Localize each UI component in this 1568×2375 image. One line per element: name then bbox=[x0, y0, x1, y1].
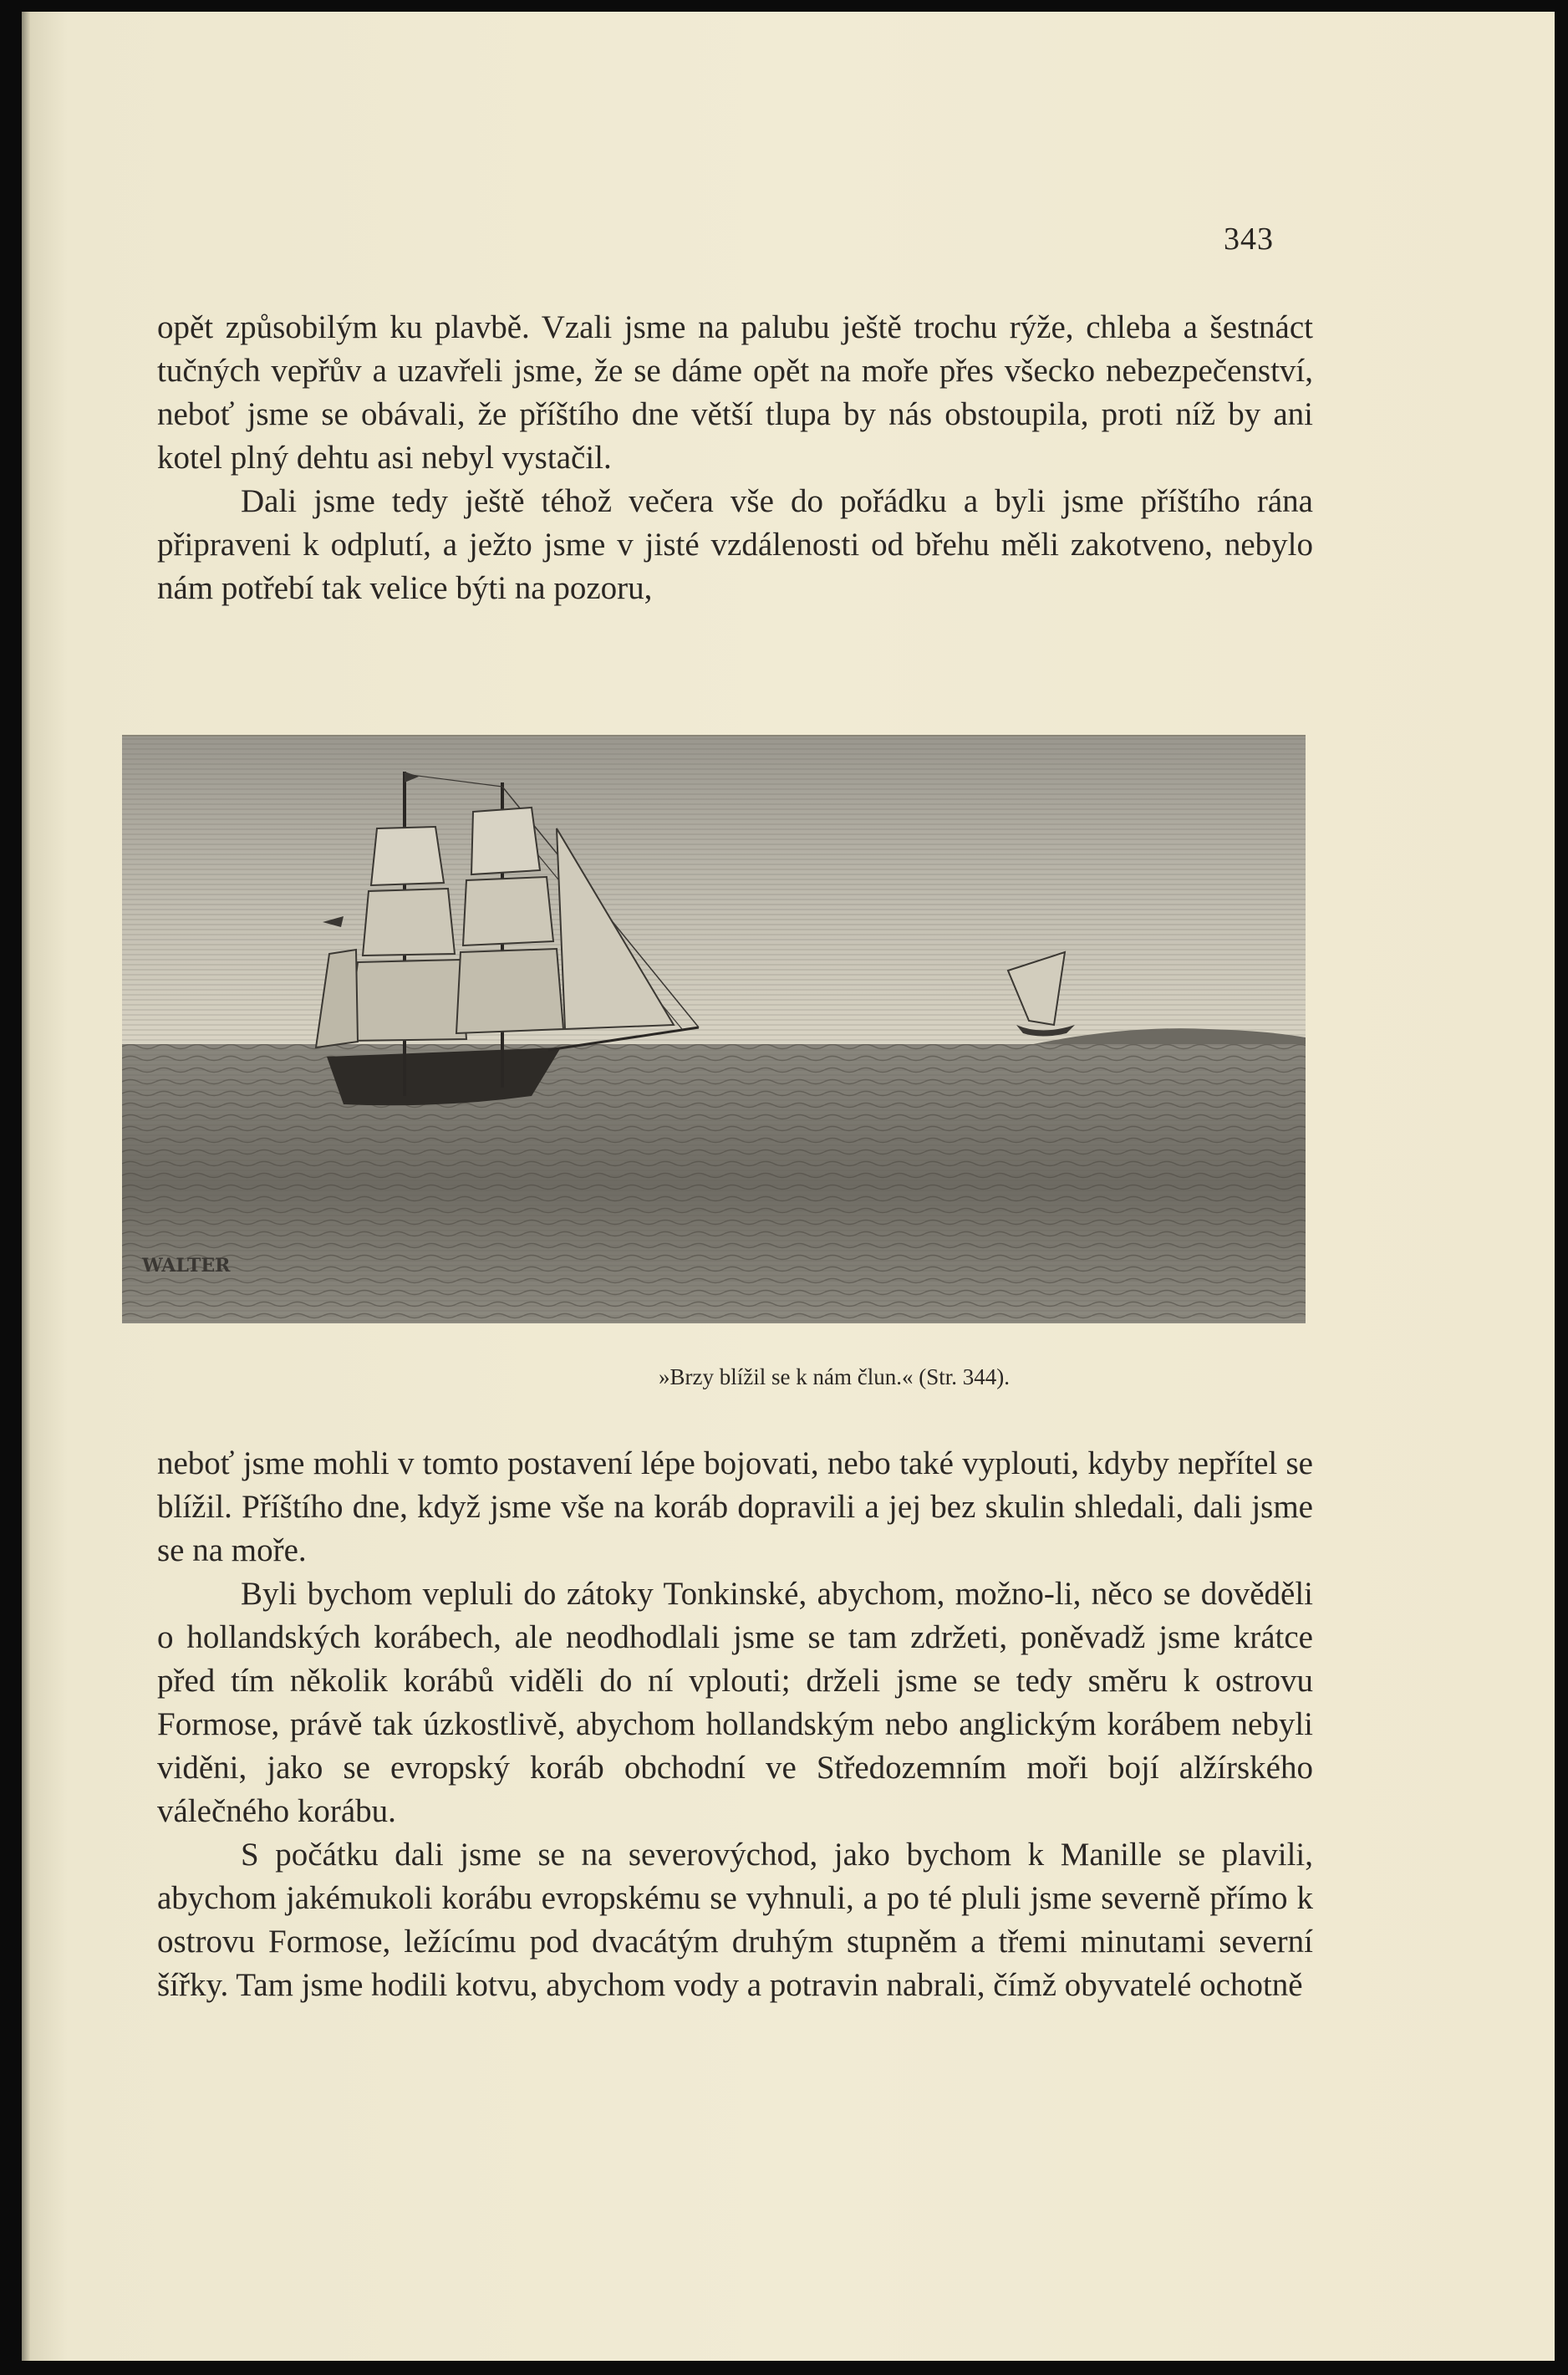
ship-sail bbox=[463, 877, 553, 945]
page-spine-shadow bbox=[22, 12, 30, 2361]
ship-sail bbox=[363, 889, 455, 956]
illustration-caption: »Brzy blížil se k nám člun.« (Str. 344). bbox=[659, 1364, 1010, 1389]
artist-signature: WALTER bbox=[142, 1255, 231, 1277]
ship-sail bbox=[456, 949, 563, 1033]
paragraph: Byli bychom vepluli do zátoky Tonkinské, abychom, možno-li, něco se dověděli o hollandských korábech, ale neodhodlali jsme se tam zdržeti, poněvadž jsme krátce před tím několik korábů viděli do ní vplouti; drželi jsme se tedy směru k ostrovu Formose, právě tak úzkostlivě, abychom hollandským nebo anglickým korábem nebyli viděni, jako se evropský koráb obchodní ve Středozemním moři bojí alžírského válečného korábu. bbox=[157, 1576, 1313, 1829]
paragraph: Dali jsme tedy ještě téhož večera vše do pořádku a byli jsme příštího rána připraveni k odplutí, a ježto jsme v jisté vzdálenosti od břehu měli zakotveno, nebylo nám potřebí tak velice býti na pozoru, bbox=[157, 483, 1313, 606]
ship-sail bbox=[348, 960, 466, 1041]
text-block-top bbox=[157, 306, 1313, 610]
paragraph: S počátku dali jsme se na severovýchod, jako bychom k Manille se plavili, abychom jakémukoli korábu evropskému se vyhnuli, a po té pluli jsme severně přímo k ostrovu Formose, ležícímu pod dvacátým druhým stupněm a třemi minutami severní šířky. Tam jsme hodili kotvu, abychom vody a potravin nabrali, čímž obyvatelé ochotně bbox=[157, 1837, 1313, 2003]
ship-sail bbox=[471, 808, 540, 874]
page-number: 343 bbox=[1224, 222, 1274, 257]
text-block-bottom bbox=[157, 1442, 1313, 2007]
paragraph: neboť jsme mohli v tomto postavení lépe bojovati, nebo také vyplouti, kdyby nepřítel se blížil. Příštího dne, když jsme vše na koráb dopravili a jej bez skulin shledali, dali jsme se na moře. bbox=[157, 1445, 1313, 1568]
book-page bbox=[22, 12, 1555, 2361]
ship-sail bbox=[371, 827, 444, 885]
paragraph: opět způsobilým ku plavbě. Vzali jsme na palubu ještě trochu rýže, chleba a šestnáct tučných vepřův a uzavřeli jsme, že se dáme opět na moře přes všecko nebezpečenství, neboť jsme se obávali, že příštího dne větší tlupa by nás obstoupila, proti níž by ani kotel plný dehtu asi nebyl vystačil. bbox=[157, 309, 1313, 476]
ship-hull bbox=[327, 1047, 561, 1105]
sailing-ship-illustration bbox=[122, 735, 1306, 1323]
